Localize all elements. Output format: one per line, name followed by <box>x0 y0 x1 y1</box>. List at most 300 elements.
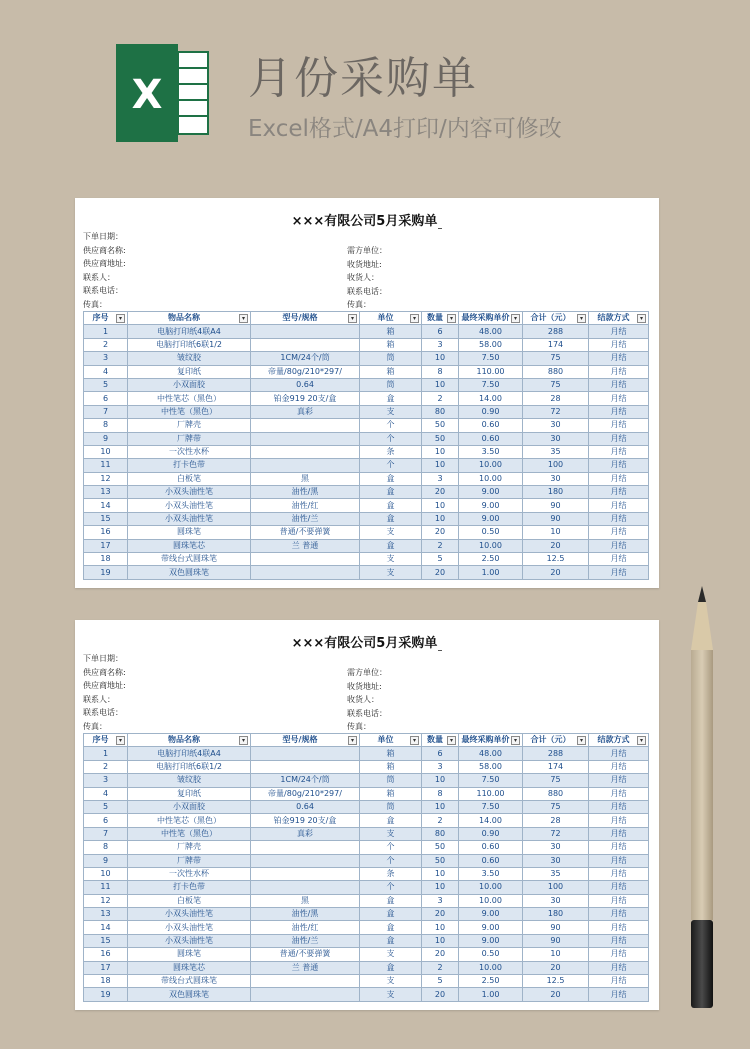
table-cell: 兰 普通 <box>251 961 360 974</box>
table-row <box>84 419 649 432</box>
table-cell: 20 <box>422 988 459 1001</box>
info-label: 供应商地址: <box>83 259 126 268</box>
table-cell: 箱 <box>360 365 422 378</box>
column-header-label: 结款方式 <box>597 735 630 745</box>
filter-dropdown-icon[interactable]: ▾ <box>116 314 125 323</box>
filter-dropdown-icon[interactable]: ▾ <box>116 736 125 745</box>
table-row <box>84 432 649 445</box>
info-label: 传真： <box>347 722 371 731</box>
table-cell: 174 <box>523 760 589 773</box>
column-header <box>251 312 360 325</box>
table-cell: 月结 <box>589 352 649 365</box>
table-cell: 20 <box>523 988 589 1001</box>
table-cell: 月结 <box>589 747 649 760</box>
table-cell: 72 <box>523 405 589 418</box>
table-cell: 7.50 <box>459 774 523 787</box>
column-header <box>422 734 459 747</box>
column-header <box>84 312 128 325</box>
column-header <box>589 312 649 325</box>
table-row <box>84 908 649 921</box>
column-header-label: 合计（元） <box>530 313 571 323</box>
table-cell: 3 <box>422 472 459 485</box>
info-label: 传真： <box>83 299 107 309</box>
table-cell: 19 <box>84 988 128 1001</box>
table-cell: 支 <box>360 566 422 579</box>
table-cell: 180 <box>523 908 589 921</box>
table-cell: 13 <box>84 486 128 499</box>
table-cell: 17 <box>84 539 128 552</box>
table-cell: 兰 普通 <box>251 539 360 552</box>
table-cell: 支 <box>360 948 422 961</box>
table-cell: 14 <box>84 921 128 934</box>
table-cell: 油性/黑 <box>251 486 360 499</box>
info-label: 联系电话： <box>83 708 123 717</box>
table-cell: 9 <box>84 854 128 867</box>
table-cell: 10 <box>523 526 589 539</box>
table-cell: 黑 <box>251 472 360 485</box>
table-cell: 真彩 <box>251 827 360 840</box>
table-cell: 帝量/80g/210*297/ <box>251 787 360 800</box>
purchase-sheet-preview-2 <box>75 620 659 1010</box>
column-header-label: 单位 <box>377 735 394 745</box>
table-cell: 880 <box>523 787 589 800</box>
table-cell: 支 <box>360 827 422 840</box>
filter-dropdown-icon[interactable]: ▾ <box>577 314 586 323</box>
table-cell: 圆珠笔 <box>128 948 251 961</box>
table-cell: 48.00 <box>459 325 523 338</box>
table-cell: 个 <box>360 854 422 867</box>
table-row <box>84 934 649 947</box>
table-cell: 28 <box>523 392 589 405</box>
table-row <box>84 867 649 880</box>
table-cell: 30 <box>523 894 589 907</box>
table-cell: 58.00 <box>459 338 523 351</box>
table-cell: 0.90 <box>459 827 523 840</box>
filter-dropdown-icon[interactable]: ▾ <box>447 314 456 323</box>
table-cell: 10 <box>422 352 459 365</box>
table-cell: 9 <box>84 432 128 445</box>
table-cell: 15 <box>84 934 128 947</box>
table-cell: 月结 <box>589 961 649 974</box>
sheet-title: ×××有限公司5月采购单 <box>75 210 659 229</box>
table-row <box>84 787 649 800</box>
table-cell: 月结 <box>589 365 649 378</box>
purchase-table <box>83 311 649 580</box>
table-cell <box>251 338 360 351</box>
table-cell: 月结 <box>589 526 649 539</box>
table-cell <box>251 854 360 867</box>
table-cell: 20 <box>523 566 589 579</box>
filter-dropdown-icon[interactable]: ▾ <box>637 736 646 745</box>
filter-dropdown-icon[interactable]: ▾ <box>239 314 248 323</box>
table-cell <box>251 432 360 445</box>
table-cell: 5 <box>422 975 459 988</box>
table-cell: 月结 <box>589 787 649 800</box>
column-header <box>589 734 649 747</box>
table-cell: 小双头油性笔 <box>128 486 251 499</box>
column-header-label: 合计（元） <box>530 735 571 745</box>
filter-dropdown-icon[interactable]: ▾ <box>511 314 520 323</box>
info-label: 下单日期： <box>83 654 123 663</box>
table-cell: 油性/红 <box>251 499 360 512</box>
table-cell: 12 <box>84 472 128 485</box>
table-cell: 10.00 <box>459 472 523 485</box>
table-cell: 3 <box>84 352 128 365</box>
table-cell: 28 <box>523 814 589 827</box>
table-cell: 8 <box>84 419 128 432</box>
sheet-title: ×××有限公司5月采购单 <box>75 632 659 651</box>
table-cell: 小双头油性笔 <box>128 934 251 947</box>
column-header-label: 序号 <box>92 735 109 745</box>
table-cell: 5 <box>84 800 128 813</box>
table-cell: 复印纸 <box>128 787 251 800</box>
column-header <box>523 734 589 747</box>
table-cell: 10 <box>84 445 128 458</box>
table-cell: 0.60 <box>459 841 523 854</box>
table-cell: 10 <box>523 948 589 961</box>
table-cell: 盒 <box>360 486 422 499</box>
table-cell: 白板笔 <box>128 894 251 907</box>
table-cell: 月结 <box>589 553 649 566</box>
table-cell: 15 <box>84 512 128 525</box>
table-cell: 19 <box>84 566 128 579</box>
table-cell: 月结 <box>589 867 649 880</box>
table-cell: 月结 <box>589 392 649 405</box>
table-row <box>84 827 649 840</box>
table-cell: 月结 <box>589 881 649 894</box>
table-cell: 90 <box>523 499 589 512</box>
table-cell <box>251 419 360 432</box>
table-cell <box>251 975 360 988</box>
filter-dropdown-icon[interactable]: ▾ <box>348 736 357 745</box>
table-cell <box>251 867 360 880</box>
table-cell: 中性笔芯（黑色） <box>128 814 251 827</box>
table-cell: 月结 <box>589 566 649 579</box>
pencil-icon <box>680 580 724 1020</box>
table-cell: 油性/红 <box>251 921 360 934</box>
table-cell: 箱 <box>360 787 422 800</box>
table-cell: 12.5 <box>523 975 589 988</box>
column-header-label: 型号/规格 <box>282 735 318 745</box>
table-cell: 12 <box>84 894 128 907</box>
table-cell: 支 <box>360 553 422 566</box>
table-cell: 带线台式圆珠笔 <box>128 553 251 566</box>
table-row <box>84 325 649 338</box>
table-cell: 6 <box>84 392 128 405</box>
filter-dropdown-icon[interactable]: ▾ <box>577 736 586 745</box>
table-cell: 真彩 <box>251 405 360 418</box>
table-cell: 盒 <box>360 499 422 512</box>
table-cell: 中性笔芯（黑色） <box>128 392 251 405</box>
table-cell <box>251 445 360 458</box>
table-cell: 1CM/24个/筒 <box>251 352 360 365</box>
filter-dropdown-icon[interactable]: ▾ <box>348 314 357 323</box>
table-cell: 17 <box>84 961 128 974</box>
table-row <box>84 566 649 579</box>
table-cell: 月结 <box>589 948 649 961</box>
table-cell: 10 <box>422 774 459 787</box>
table-cell: 筒 <box>360 800 422 813</box>
filter-dropdown-icon[interactable]: ▾ <box>447 736 456 745</box>
table-cell: 35 <box>523 445 589 458</box>
table-cell: 110.00 <box>459 787 523 800</box>
table-cell <box>251 566 360 579</box>
table-cell: 20 <box>422 526 459 539</box>
supplier-info <box>83 230 126 311</box>
supplier-info <box>83 652 126 733</box>
table-cell: 小双头油性笔 <box>128 512 251 525</box>
table-row <box>84 472 649 485</box>
table-cell: 880 <box>523 365 589 378</box>
column-header <box>128 312 251 325</box>
table-cell: 6 <box>422 747 459 760</box>
table-cell: 110.00 <box>459 365 523 378</box>
table-row <box>84 948 649 961</box>
table-row <box>84 499 649 512</box>
table-row <box>84 894 649 907</box>
table-cell: 50 <box>422 841 459 854</box>
table-cell: 9.00 <box>459 908 523 921</box>
table-cell: 打卡色带 <box>128 459 251 472</box>
table-cell: 箱 <box>360 325 422 338</box>
info-label: 联系电话： <box>83 286 123 295</box>
table-cell: 7.50 <box>459 378 523 391</box>
table-cell: 180 <box>523 486 589 499</box>
table-cell: 打卡色带 <box>128 881 251 894</box>
info-label: 联系人： <box>83 272 115 282</box>
table-cell: 1.00 <box>459 988 523 1001</box>
table-cell: 2 <box>84 338 128 351</box>
table-cell: 0.60 <box>459 419 523 432</box>
table-cell: 14.00 <box>459 814 523 827</box>
table-cell: 月结 <box>589 854 649 867</box>
table-cell: 3.50 <box>459 867 523 880</box>
info-label: 下单日期： <box>83 232 123 241</box>
table-cell: 5 <box>422 553 459 566</box>
table-cell: 7.50 <box>459 800 523 813</box>
table-cell: 1CM/24个/筒 <box>251 774 360 787</box>
table-cell: 10.00 <box>459 894 523 907</box>
table-cell: 174 <box>523 338 589 351</box>
table-cell: 30 <box>523 419 589 432</box>
filter-dropdown-icon[interactable]: ▾ <box>410 314 419 323</box>
table-cell: 2.50 <box>459 975 523 988</box>
table-row <box>84 352 649 365</box>
table-cell: 13 <box>84 908 128 921</box>
table-row <box>84 760 649 773</box>
table-cell: 30 <box>523 472 589 485</box>
table-cell: 8 <box>422 365 459 378</box>
table-cell: 10.00 <box>459 961 523 974</box>
purchase-table <box>83 733 649 1002</box>
table-cell: 月结 <box>589 908 649 921</box>
info-label: 需方单位： <box>347 668 387 677</box>
table-cell: 18 <box>84 553 128 566</box>
filter-dropdown-icon[interactable]: ▾ <box>410 736 419 745</box>
filter-dropdown-icon[interactable]: ▾ <box>637 314 646 323</box>
table-cell: 75 <box>523 800 589 813</box>
page-title: 月份采购单 <box>248 53 478 104</box>
table-cell: 月结 <box>589 894 649 907</box>
table-cell <box>251 988 360 1001</box>
table-cell: 4 <box>84 787 128 800</box>
column-header-label: 物品名称 <box>168 735 200 745</box>
table-cell: 9.00 <box>459 512 523 525</box>
table-cell: 8 <box>422 787 459 800</box>
table-cell: 35 <box>523 867 589 880</box>
table-cell: 20 <box>523 961 589 974</box>
table-cell: 50 <box>422 854 459 867</box>
table-row <box>84 774 649 787</box>
table-row <box>84 392 649 405</box>
table-cell: 0.64 <box>251 378 360 391</box>
table-cell: 月结 <box>589 827 649 840</box>
table-cell: 双色圆珠笔 <box>128 566 251 579</box>
table-cell: 一次性水杯 <box>128 867 251 880</box>
table-cell: 厂牌带 <box>128 854 251 867</box>
table-cell: 0.64 <box>251 800 360 813</box>
table-cell: 5 <box>84 378 128 391</box>
table-cell: 条 <box>360 445 422 458</box>
table-row <box>84 921 649 934</box>
table-cell: 月结 <box>589 800 649 813</box>
table-row <box>84 814 649 827</box>
table-cell: 油性/黑 <box>251 908 360 921</box>
table-cell: 支 <box>360 988 422 1001</box>
table-row <box>84 459 649 472</box>
table-cell: 30 <box>523 841 589 854</box>
table-row <box>84 988 649 1001</box>
table-cell: 支 <box>360 975 422 988</box>
table-row <box>84 841 649 854</box>
table-cell: 3 <box>422 894 459 907</box>
info-label: 联系人： <box>83 694 115 704</box>
table-cell <box>251 881 360 894</box>
table-cell: 盒 <box>360 392 422 405</box>
table-cell: 10.00 <box>459 539 523 552</box>
table-cell: 盒 <box>360 539 422 552</box>
table-cell: 90 <box>523 934 589 947</box>
column-header <box>128 734 251 747</box>
table-cell: 11 <box>84 459 128 472</box>
table-cell: 盒 <box>360 908 422 921</box>
table-cell: 月结 <box>589 921 649 934</box>
table-cell: 20 <box>523 539 589 552</box>
table-cell: 9.00 <box>459 934 523 947</box>
table-cell: 油性/兰 <box>251 512 360 525</box>
table-row <box>84 553 649 566</box>
table-cell <box>251 459 360 472</box>
column-header <box>251 734 360 747</box>
table-cell: 电脑打印纸6联1/2 <box>128 760 251 773</box>
table-row <box>84 445 649 458</box>
table-cell: 288 <box>523 325 589 338</box>
table-row <box>84 405 649 418</box>
table-cell: 中性笔（黑色） <box>128 405 251 418</box>
table-cell: 2.50 <box>459 553 523 566</box>
table-cell: 2 <box>422 814 459 827</box>
table-cell: 个 <box>360 841 422 854</box>
table-cell: 筒 <box>360 774 422 787</box>
info-label: 收货地址: <box>347 259 382 269</box>
table-cell: 10 <box>422 499 459 512</box>
table-cell: 58.00 <box>459 760 523 773</box>
column-header <box>360 312 422 325</box>
table-cell: 月结 <box>589 841 649 854</box>
info-label: 需方单位： <box>347 246 387 255</box>
table-cell: 75 <box>523 774 589 787</box>
info-label: 传真： <box>347 300 371 309</box>
table-cell: 一次性水杯 <box>128 445 251 458</box>
table-cell: 月结 <box>589 405 649 418</box>
table-cell: 80 <box>422 827 459 840</box>
info-label: 供应商名称: <box>83 667 126 677</box>
table-cell: 个 <box>360 419 422 432</box>
table-cell: 电脑打印纸6联1/2 <box>128 338 251 351</box>
table-cell: 10.00 <box>459 459 523 472</box>
table-cell: 电脑打印纸4联A4 <box>128 747 251 760</box>
table-cell: 月结 <box>589 934 649 947</box>
table-cell: 30 <box>523 432 589 445</box>
table-row <box>84 338 649 351</box>
table-cell: 20 <box>422 486 459 499</box>
table-cell: 盒 <box>360 472 422 485</box>
table-cell: 10 <box>422 867 459 880</box>
table-cell: 盒 <box>360 512 422 525</box>
info-label: 联系电话： <box>347 708 387 718</box>
table-cell: 3 <box>422 338 459 351</box>
table-cell: 7 <box>84 827 128 840</box>
info-label: 收货地址: <box>347 681 382 691</box>
table-cell: 圆珠笔芯 <box>128 961 251 974</box>
table-cell: 小双头油性笔 <box>128 499 251 512</box>
table-cell: 2 <box>422 539 459 552</box>
column-header-label: 最终采购单价 <box>461 735 510 745</box>
table-cell: 圆珠笔芯 <box>128 539 251 552</box>
table-cell: 双色圆珠笔 <box>128 988 251 1001</box>
table-cell: 电脑打印纸4联A4 <box>128 325 251 338</box>
table-cell: 50 <box>422 419 459 432</box>
table-cell <box>251 553 360 566</box>
table-cell: 8 <box>84 841 128 854</box>
table-cell: 普通/不要弹簧 <box>251 526 360 539</box>
table-row <box>84 365 649 378</box>
table-cell: 20 <box>422 566 459 579</box>
table-cell: 1.00 <box>459 566 523 579</box>
table-cell: 月结 <box>589 539 649 552</box>
table-cell: 复印纸 <box>128 365 251 378</box>
table-cell: 2 <box>422 392 459 405</box>
page-header <box>0 0 750 180</box>
info-label: 收货人： <box>347 273 379 282</box>
table-cell: 20 <box>422 908 459 921</box>
table-cell: 筒 <box>360 378 422 391</box>
table-cell: 0.60 <box>459 432 523 445</box>
filter-dropdown-icon[interactable]: ▾ <box>239 736 248 745</box>
table-cell: 2 <box>84 760 128 773</box>
table-cell: 9.00 <box>459 921 523 934</box>
table-cell: 小双头油性笔 <box>128 908 251 921</box>
table-cell: 16 <box>84 948 128 961</box>
info-label: 传真： <box>83 721 107 731</box>
table-cell: 72 <box>523 827 589 840</box>
filter-dropdown-icon[interactable]: ▾ <box>511 736 520 745</box>
table-cell <box>251 747 360 760</box>
table-cell: 16 <box>84 526 128 539</box>
table-cell: 50 <box>422 432 459 445</box>
table-cell: 铂金919 20支/盒 <box>251 392 360 405</box>
page-subtitle: Excel格式/A4打印/内容可修改 <box>248 116 562 142</box>
